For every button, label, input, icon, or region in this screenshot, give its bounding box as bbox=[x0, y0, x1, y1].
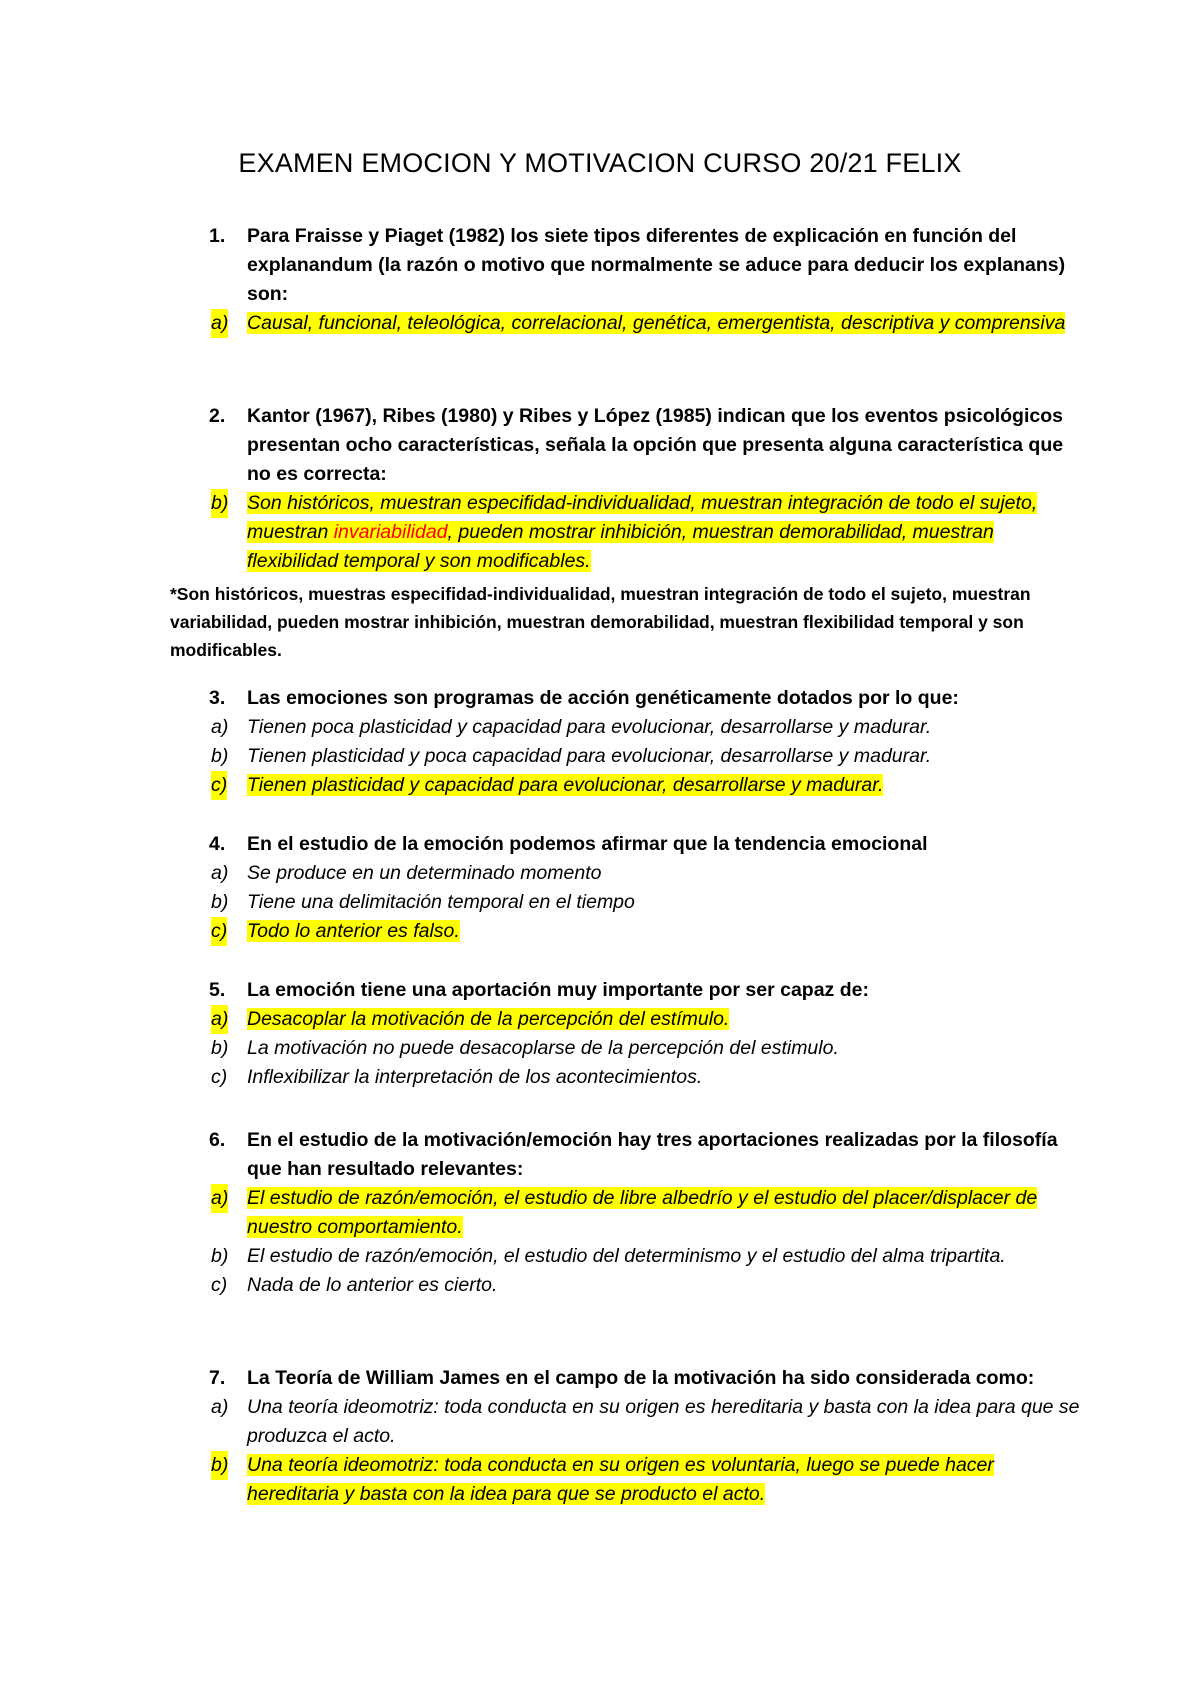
option-text: Tienen plasticidad y capacidad para evolucionar, desarrollarse y madurar. bbox=[247, 774, 884, 796]
option-text: Todo lo anterior es falso. bbox=[247, 920, 460, 942]
option-a bbox=[170, 1005, 1090, 1034]
question-number: 2. bbox=[209, 405, 226, 427]
question-4-stem bbox=[170, 830, 1090, 859]
question-number: 6. bbox=[209, 1129, 226, 1151]
option-letter: c) bbox=[211, 917, 227, 946]
option-letter: a) bbox=[211, 1396, 229, 1418]
option-text: Tienen plasticidad y poca capacidad para evolucionar, desarrollarse y madurar. bbox=[247, 745, 932, 767]
question-number: 1. bbox=[209, 225, 226, 247]
option-letter: a) bbox=[211, 1184, 228, 1213]
question-6 bbox=[170, 1126, 1090, 1300]
question-text: La emoción tiene una aportación muy importante por ser capaz de: bbox=[247, 979, 869, 1001]
question-2-stem bbox=[170, 402, 1090, 489]
option-c bbox=[170, 771, 1090, 800]
option-text: Una teoría ideomotriz: toda conducta en su origen es voluntaria, luego se puede hacer hereditaria y basta con la idea para que se producto el acto. bbox=[247, 1454, 994, 1505]
question-3 bbox=[170, 684, 1090, 800]
question-2-note: *Son históricos, muestras especifidad-individualidad, muestran integración de todo el sujeto, muestran variabilidad, pueden mostrar inhibición, muestran demorabilidad, muestran flexibilidad temporal y son modificables. bbox=[170, 584, 1031, 660]
option-a bbox=[170, 859, 1090, 888]
question-5-stem bbox=[170, 976, 1090, 1005]
question-1-stem bbox=[170, 222, 1090, 309]
option-b bbox=[170, 742, 1090, 771]
option-letter: b) bbox=[211, 489, 228, 518]
question-text: En el estudio de la emoción podemos afirmar que la tendencia emocional bbox=[247, 833, 928, 855]
option-letter: b) bbox=[211, 1451, 228, 1480]
option-text: Se produce en un determinado momento bbox=[247, 862, 602, 884]
question-number: 3. bbox=[209, 687, 226, 709]
option-text-end: , pueden mostrar inhibición, muestran demorabilidad, muestran flexibilidad temporal y son modificables. bbox=[247, 521, 994, 572]
option-text-start: Son históricos, muestran especifidad-individualidad, muestran integración de todo el sujeto, muestran bbox=[247, 492, 1038, 543]
option-text: El estudio de razón/emoción, el estudio del determinismo y el estudio del alma tripartita. bbox=[247, 1245, 1006, 1267]
question-text: En el estudio de la motivación/emoción hay tres aportaciones realizadas por la filosofía que han resultado relevantes: bbox=[247, 1129, 1058, 1180]
question-text: Las emociones son programas de acción genéticamente dotados por lo que: bbox=[247, 687, 959, 709]
question-6-stem bbox=[170, 1126, 1090, 1184]
option-letter: b) bbox=[211, 891, 229, 913]
option-letter: b) bbox=[211, 1245, 229, 1267]
option-letter: c) bbox=[211, 1274, 228, 1296]
option-text: Una teoría ideomotriz: toda conducta en su origen es hereditaria y basta con la idea para que se produzca el acto. bbox=[247, 1396, 1080, 1447]
option-letter: a) bbox=[211, 862, 229, 884]
question-3-stem bbox=[170, 684, 1090, 713]
question-text: Para Fraisse y Piaget (1982) los siete tipos diferentes de explicación en función del explanandum (la razón o motivo que normalmente se aduce para deducir los explanans) son: bbox=[247, 225, 1066, 305]
question-2 bbox=[170, 402, 1090, 576]
option-c bbox=[170, 917, 1090, 946]
option-c bbox=[170, 1063, 1090, 1092]
document-title: EXAMEN EMOCION Y MOTIVACION CURSO 20/21 FELIX bbox=[238, 148, 962, 178]
option-letter: b) bbox=[211, 745, 229, 767]
question-7-stem bbox=[170, 1364, 1090, 1393]
question-4 bbox=[170, 830, 1090, 946]
option-text: Causal, funcional, teleológica, correlacional, genética, emergentista, descriptiva y comprensiva bbox=[247, 312, 1066, 334]
question-7 bbox=[170, 1364, 1090, 1509]
question-number: 5. bbox=[209, 979, 226, 1001]
option-b bbox=[170, 1451, 1090, 1509]
option-a bbox=[170, 309, 1090, 338]
question-text: Kantor (1967), Ribes (1980) y Ribes y López (1985) indican que los eventos psicológicos presentan ocho características, señala la opción que presenta alguna característica que no es correcta: bbox=[247, 405, 1064, 485]
option-text: El estudio de razón/emoción, el estudio de libre albedrío y el estudio del placer/displacer de nuestro comportamiento. bbox=[247, 1187, 1038, 1238]
option-c bbox=[170, 1271, 1090, 1300]
option-b bbox=[170, 489, 1090, 576]
option-b bbox=[170, 1034, 1090, 1063]
question-number: 4. bbox=[209, 833, 226, 855]
option-a bbox=[170, 713, 1090, 742]
option-text: La motivación no puede desacoplarse de la percepción del estimulo. bbox=[247, 1037, 839, 1059]
question-number: 7. bbox=[209, 1367, 226, 1389]
option-letter: c) bbox=[211, 771, 227, 800]
option-letter: a) bbox=[211, 309, 228, 338]
option-a bbox=[170, 1184, 1090, 1242]
question-1 bbox=[170, 222, 1090, 338]
option-a bbox=[170, 1393, 1090, 1451]
option-letter: a) bbox=[211, 1005, 228, 1034]
question-5 bbox=[170, 976, 1090, 1092]
option-b bbox=[170, 1242, 1090, 1271]
option-text-red-word: invariabilidad bbox=[333, 521, 448, 543]
option-letter: a) bbox=[211, 716, 229, 738]
question-text: La Teoría de William James en el campo de la motivación ha sido considerada como: bbox=[247, 1367, 1035, 1389]
option-letter: b) bbox=[211, 1037, 229, 1059]
option-text: Inflexibilizar la interpretación de los acontecimientos. bbox=[247, 1066, 703, 1088]
option-text: Tiene una delimitación temporal en el tiempo bbox=[247, 891, 635, 913]
option-text: Nada de lo anterior es cierto. bbox=[247, 1274, 498, 1296]
option-b bbox=[170, 888, 1090, 917]
option-letter: c) bbox=[211, 1066, 228, 1088]
option-text: Tienen poca plasticidad y capacidad para evolucionar, desarrollarse y madurar. bbox=[247, 716, 932, 738]
option-text: Desacoplar la motivación de la percepción del estímulo. bbox=[247, 1008, 730, 1030]
